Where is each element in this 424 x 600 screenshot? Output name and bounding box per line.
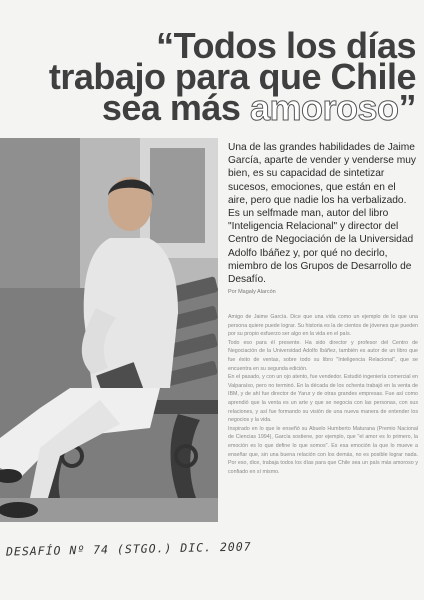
headline-closing-quote: ” [398,87,416,128]
handwritten-note: DESAFÍO Nº 74 (STGO.) DIC. 2007 [5,539,252,559]
portrait-illustration [0,138,218,522]
headline-line-2: trabajo para que Chile [48,56,416,97]
headline [40,25,416,128]
body-paragraph: Amigo de Jaime García. Dice que una vida como un ejemplo de lo que una persona quiere puede lograr. Su historia es la de cientos de jóvenes que pueden por su propio esfuerzo ser algo en la vida en el país. [228,314,418,338]
headline-line-1: “Todos los días [156,25,416,66]
article-body [228,313,418,476]
body-paragraph: En el pasado, y con un ojo atento, fue vendedor. Estudió ingeniería comercial en Valparaíso, pero no terminó. En la década de los ochenta trabajó en la venta de IBM, y de ahí fue director de Yarur y de otras grandes empresas. Fue así como aprendió que la venta es un arte y que se negocia con las personas, con sus relaciones, y así fue formando su visión de una nueva manera de entender los negocios y la vida. [228,374,418,424]
body-paragraph: Inspirado en lo que le enseñó su Abuelo Humberto Maturana (Premio Nacional de Ciencias 1994), García sostiene, por ejemplo, que "el amor es lo primero, la emoción es lo que define lo que somos". Es esa emoción la que lo mueve a enseñar que, sin una buena relación con los demás, no es posible lograr nada. Por eso, dice, trabaja todos los días para que Chile sea un país más amoroso y confiado en sí mismo. [228,425,418,475]
headline-line-3-start: sea más [101,87,250,128]
portrait-photo [0,138,218,522]
body-paragraph: Todo eso para él presente. Ha sido director y profesor del Centro de Negociación de la Universidad Adolfo Ibáñez, también es autor de un libro que fue éxito de ventas, sobre todo su libro "Inteligencia Relacional", que se encuentra en su segunda edición. [228,339,418,372]
byline: Por Magaly Alarcón [228,289,276,295]
intro-paragraph: Una de las grandes habilidades de Jaime García, aparte de vender y venderse muy bien, es su capacidad de sintetizar sucesos, emociones, que están en el aire, pero que nadie los ha verbalizado. Es un selfmade man, autor del libro "Inteligencia Relacional" y director del Centro de Negociación de la Universidad Adolfo Ibáñez y, por qué no decirlo, miembro de los Grupos de Desarrollo de Desafío. [228,142,417,286]
headline-outlined-word: amoroso [249,87,399,128]
